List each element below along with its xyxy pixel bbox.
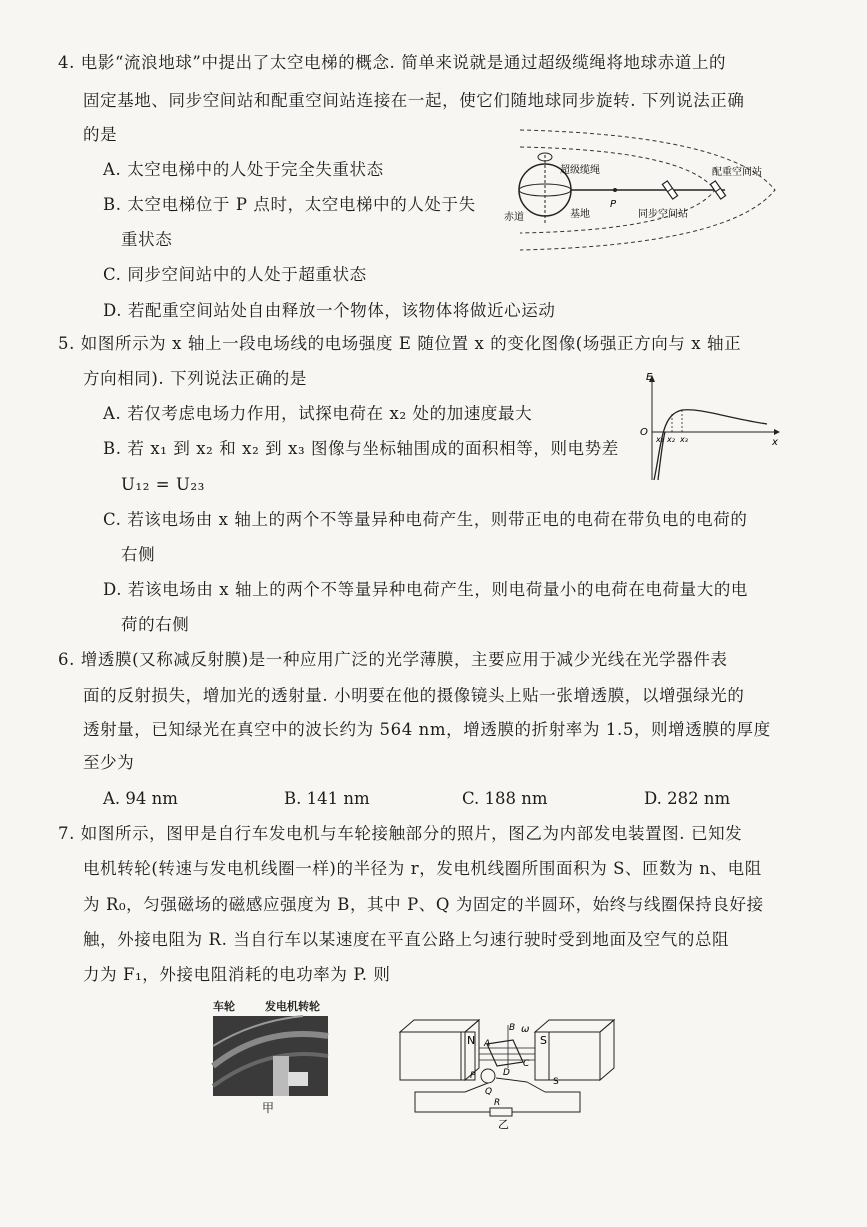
label-super-cable: 超级缆绳: [560, 165, 600, 176]
magnet-n: [400, 1020, 479, 1080]
wire-to-ring: [496, 1078, 527, 1082]
label-x2: x₂: [667, 435, 675, 444]
wire-right: [512, 1092, 580, 1112]
label-x1: x₁: [656, 435, 664, 444]
q7-line3: 为 R₀，匀强磁场的磁感应强度为 B，其中 P、Q 为固定的半圆环，始终与线圈保持良好接: [83, 895, 764, 914]
field-strength-graph: [632, 372, 782, 482]
q6-option-a: A. 94 nm: [103, 789, 178, 808]
q4-line1: 4. 电影“流浪地球”中提出了太空电梯的概念. 简单来说就是通过超级缆绳将地球赤道上的: [58, 53, 727, 72]
label-e: E: [646, 372, 653, 383]
x-axis-arrow-icon: [774, 429, 780, 435]
q6-option-d: D. 282 nm: [644, 789, 731, 808]
photo-image: [213, 1016, 328, 1096]
q5-option-d: D. 若该电场由 x 轴上的两个不等量异种电荷产生，则电荷量小的电荷在电荷量大的电: [103, 580, 749, 599]
q4-line2: 固定基地、同步空间站和配重空间站连接在一起，使它们随地球同步旋转. 下列说法正确: [83, 91, 745, 110]
photo-labels: [213, 998, 353, 1016]
q5-line1: 5. 如图所示为 x 轴上一段电场线的电场强度 E 随位置 x 的变化图像(场强正方向与 x 轴正: [58, 334, 742, 353]
q5-option-d-cont: 荷的右侧: [121, 615, 190, 634]
label-x3: x₃: [680, 435, 688, 444]
label-sync-station: 同步空间站: [638, 209, 688, 220]
q4-option-c: C. 同步空间站中的人处于超重状态: [103, 265, 367, 284]
switch-s: [527, 1082, 545, 1092]
label-counterweight: 配重空间站: [712, 167, 762, 178]
q7-line1: 7. 如图所示，图甲是自行车发电机与车轮接触部分的照片，图乙为内部发电装置图. 已知发: [58, 824, 743, 843]
generator-photo: [213, 1016, 328, 1096]
label-d: D: [503, 1068, 510, 1078]
q6-option-b: B. 141 nm: [284, 789, 370, 808]
generator-diagram: [395, 1020, 620, 1131]
label-q: Q: [485, 1087, 493, 1097]
q5-option-b: B. 若 x₁ 到 x₂ 和 x₂ 到 x₃ 图像与坐标轴围成的面积相等，则电势差: [103, 439, 619, 458]
q7-line4: 触，外接电阻为 R. 当自行车以某速度在平直公路上匀速行驶时受到地面及空气的总阻: [83, 930, 730, 949]
q5-line2: 方向相同). 下列说法正确的是: [83, 369, 307, 388]
q5-option-c: C. 若该电场由 x 轴上的两个不等量异种电荷产生，则带正电的电荷在带负电的电荷的: [103, 510, 748, 529]
label-p: P: [610, 199, 617, 210]
label-n: N: [467, 1034, 476, 1047]
q7-line2: 电机转轮(转速与发电机线圈一样)的半径为 r，发电机线圈所围面积为 S、匝数为 n、电阻: [83, 859, 762, 878]
point-p: [613, 188, 617, 192]
q6-line3: 透射量，已知绿光在真空中的波长约为 564 nm，增透膜的折射率为 1.5，则增透膜的厚度: [83, 720, 771, 739]
q4-option-d: D. 若配重空间站处自由释放一个物体，该物体将做近心运动: [103, 301, 556, 320]
label-base: 基地: [570, 209, 590, 220]
q7-line5: 力为 F₁，外接电阻消耗的电功率为 P. 则: [83, 965, 391, 984]
q6-line2: 面的反射损失，增加光的透射量. 小明要在他的摄像镜头上贴一张增透膜，以增强绿光的: [83, 686, 745, 705]
wire-left: [415, 1083, 493, 1112]
e-x-curve: [654, 410, 767, 480]
label-p: P: [470, 1071, 476, 1081]
q4-option-a: A. 太空电梯中的人处于完全失重状态: [103, 160, 384, 179]
label-wheel: 车轮: [213, 1000, 235, 1013]
magnet-s: [535, 1020, 614, 1080]
label-gen-wheel: 发电机转轮: [265, 1000, 320, 1013]
label-r: R: [494, 1098, 501, 1108]
label-equator: 赤道: [504, 212, 524, 223]
slip-ring: [481, 1069, 495, 1083]
q4-option-b: B. 太空电梯位于 P 点时，太空电梯中的人处于失: [103, 195, 476, 214]
label-a: A: [484, 1039, 491, 1049]
q5-option-c-cont: 右侧: [121, 545, 156, 564]
q5-option-a: A. 若仅考虑电场力作用，试探电荷在 x₂ 处的加速度最大: [103, 404, 533, 423]
resistor-r: [490, 1108, 512, 1116]
q6-line4: 至少为: [83, 753, 135, 772]
label-jia: 甲: [262, 1101, 275, 1115]
q5-option-b-cont: U₁₂ = U₂₃: [121, 475, 205, 494]
label-omega: ω: [521, 1024, 530, 1035]
space-elevator-diagram: [500, 125, 790, 255]
q4-line3: 的是: [83, 125, 118, 144]
label-b: B: [509, 1023, 516, 1033]
q4-option-b-cont: 重状态: [121, 230, 173, 249]
label-c: C: [523, 1059, 530, 1069]
label-yi: 乙: [498, 1118, 509, 1131]
q6-option-c: C. 188 nm: [462, 789, 548, 808]
coil: [487, 1040, 523, 1066]
label-switch: S: [553, 1077, 559, 1087]
label-x: x: [772, 437, 778, 448]
q6-line1: 6. 增透膜(又称减反射膜)是一种应用广泛的光学薄膜，主要应用于减少光线在光学器件表: [58, 650, 728, 669]
label-s: S: [540, 1034, 547, 1047]
label-origin: O: [640, 427, 648, 438]
